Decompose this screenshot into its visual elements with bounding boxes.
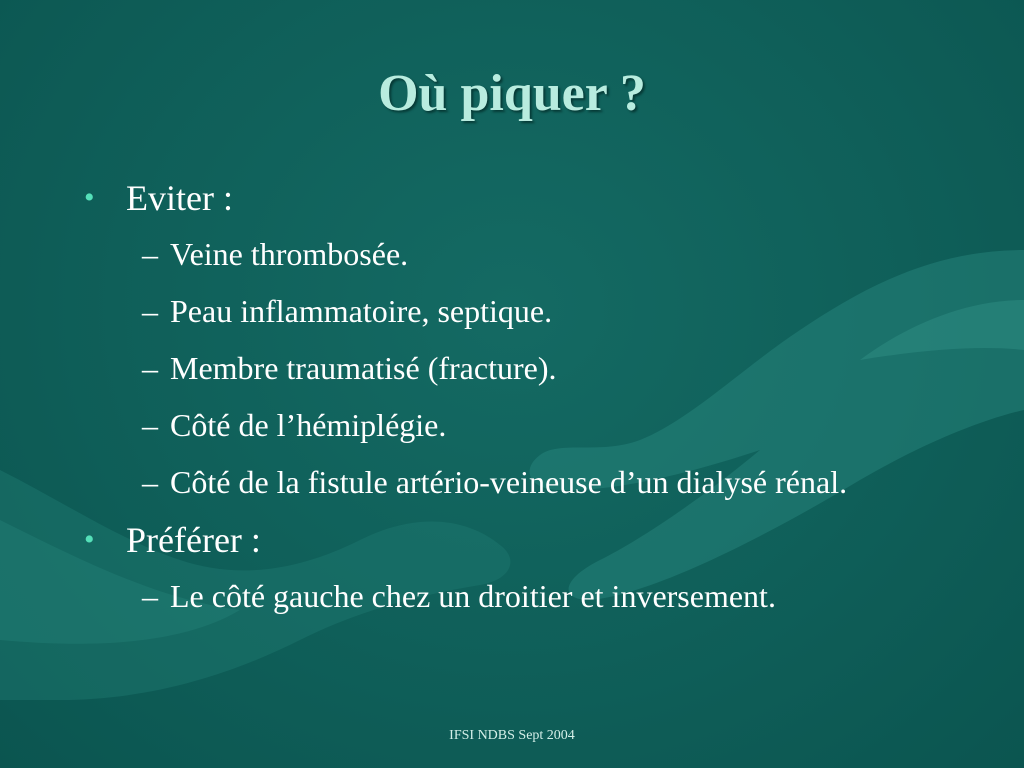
bullet-icon: • (84, 523, 95, 556)
dash-icon: – (142, 407, 158, 443)
dash-icon: – (142, 464, 158, 500)
sub-item-text: Côté de l’hémiplégie. (170, 407, 447, 443)
bullet-list (84, 176, 944, 631)
sub-item-text: Membre traumatisé (fracture). (170, 350, 557, 386)
section-heading: Préférer : (126, 520, 261, 560)
list-item-eviter (84, 176, 944, 220)
slide-title: Où piquer ? (378, 65, 646, 122)
list-item-preferer (84, 518, 944, 562)
dash-icon: – (142, 578, 158, 614)
sub-item-text: Peau inflammatoire, septique. (170, 293, 553, 329)
sub-list-item (84, 346, 944, 390)
slide-footer: IFSI NDBS Sept 2004 (449, 728, 575, 743)
sub-item-text: Côté de la fistule artério-veineuse d’un dialysé rénal. (170, 464, 848, 500)
sub-list-item (84, 403, 944, 447)
sub-list-item (84, 574, 944, 618)
dash-icon: – (142, 293, 158, 329)
dash-icon: – (142, 236, 158, 272)
section-heading: Eviter : (126, 178, 233, 218)
dash-icon: – (142, 350, 158, 386)
bullet-icon: • (84, 181, 95, 214)
sub-list-item (84, 232, 944, 276)
sub-item-text: Veine thrombosée. (170, 236, 409, 272)
sub-list-item (84, 460, 944, 504)
sub-list-item (84, 289, 944, 333)
sub-item-text: Le côté gauche chez un droitier et inversement. (170, 578, 776, 614)
